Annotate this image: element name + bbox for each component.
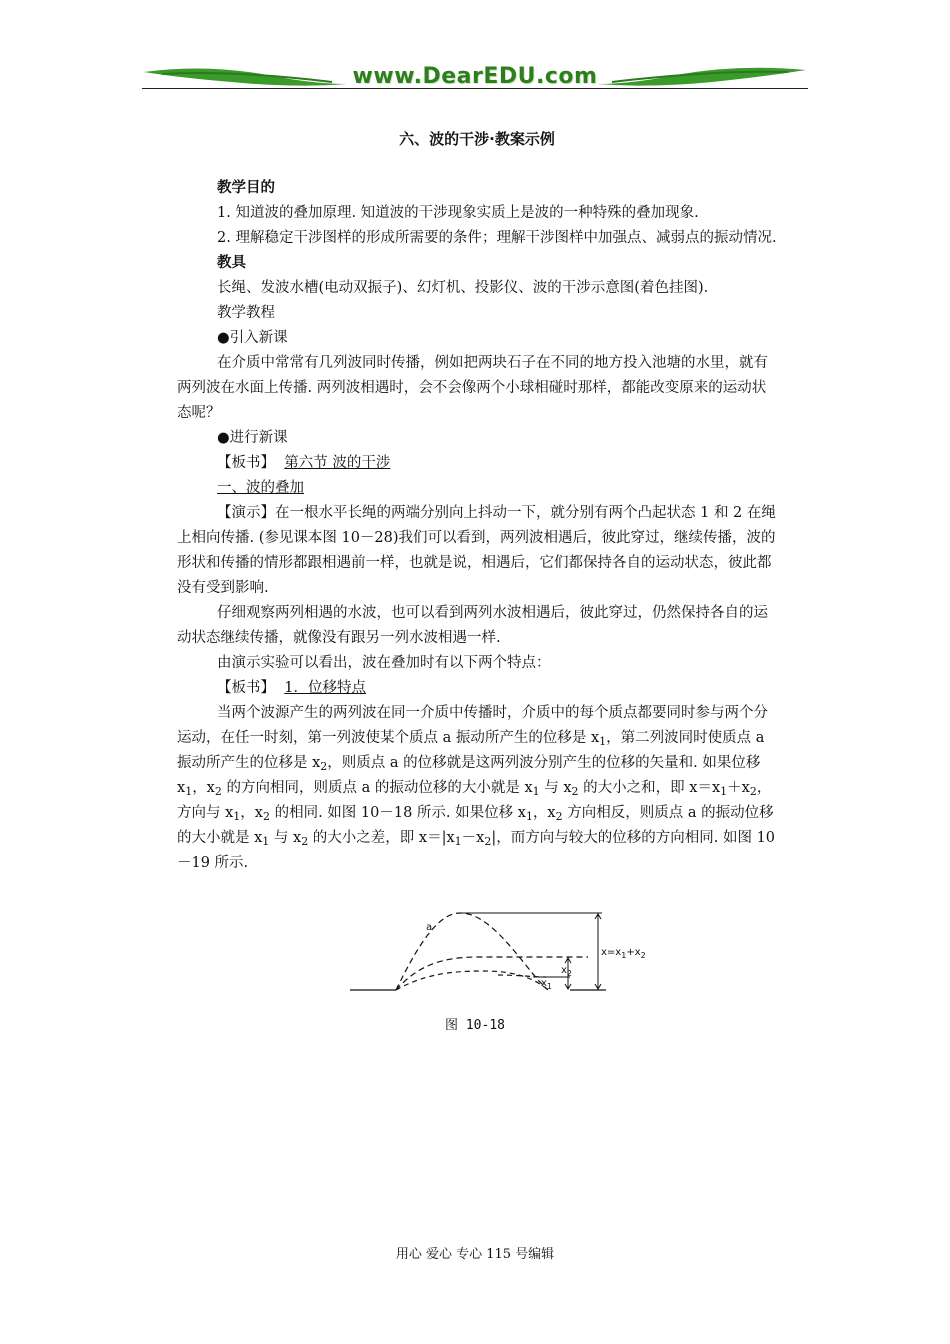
displacement-paragraph: 当两个波源产生的两列波在同一介质中传播时，介质中的每个质点都要同时参与两个分运动，在任一时刻，第一列波使某个质点 a 振动所产生的位移是 $x_1$，第二列波同时使质点 a 振动所产生的位移是 $x_2$，则质点 a 的位移就是这两列波分别产生的位移的矢量和. 如果位移 $x_1$，$x_2$ 的方向相同，则质点 a 的振动位移的大小就是 $x_1$ 与 $x_2$ 的大小之和，即 $x=x_1+x_2$，方向与 $x_1$，$x_2$ 的相同. 如图 10－18 所示. 如果位移 $x_1$，$x_2$ 方向相反，则质点 a 的振动位移的大小就是 $x_1$ 与 $x_2$ 的大小之差，即 $x=|x_1-x_2|$，而方向与较大的位移的方向相同. 如图 10－19 所示.: [177, 705, 776, 871]
process-label: 教学教程: [217, 305, 275, 321]
intro-heading: ●引入新课: [217, 330, 288, 346]
board-note-2: [177, 676, 777, 701]
board-note-1: [177, 451, 777, 476]
page-title: 六、波的干涉·教案示例: [399, 130, 555, 148]
tools-text: 长绳、发波水槽(电动双振子)、幻灯机、投影仪、波的干涉示意图(着色挂图).: [217, 280, 709, 296]
subsection-title: 一、波的叠加: [217, 480, 304, 496]
demo-tag: 【演示】: [217, 505, 275, 521]
tools-heading: 教具: [217, 255, 246, 271]
label-x2: $x_2$: [561, 965, 573, 978]
conclusion-line: 由演示实验可以看出，波在叠加时有以下两个特点：: [217, 655, 551, 671]
header-rule: [142, 88, 808, 89]
goal-2: 2. 理解稳定干涉图样的形成所需要的条件；理解干涉图样中加强点、减弱点的振动情况.: [217, 230, 777, 246]
site-logo[interactable]: www.DearEDU.com: [352, 64, 598, 89]
label-x1: $x_1$: [541, 978, 553, 991]
board-note-text-2: 1．位移特点: [284, 680, 366, 696]
goal-1: 1. 知道波的叠加原理. 知道波的干涉现象实质上是波的一种特殊的叠加现象.: [217, 205, 699, 221]
wave-superposition-diagram: [348, 905, 648, 1005]
page-footer: 用心 爱心 专心 115 号编辑: [395, 1247, 555, 1262]
intro-text: 在介质中常常有几列波同时传播，例如把两块石子在不同的地方投入池塘的水里，就有两列波在水面上传播. 两列波相遇时，会不会像两个小球相碰时那样，都能改变原来的运动状态呢？: [177, 355, 768, 421]
demo-text: 在一根水平长绳的两端分别向上抖动一下，就分别有两个凸起状态 1 和 2 在绳上相向传播. (参见课本图 10－28)我们可以看到，两列波相遇后，彼此穿过，继续传播，波的形状和传播的情形都跟相遇前一样，也就是说，相遇后，它们都保持各自的运动状态，彼此都没有受到影响.: [177, 505, 776, 596]
observation-paragraph: 仔细观察两列相遇的水波，也可以看到两列水波相遇后，彼此穿过，仍然保持各自的运动状态继续传播，就像没有跟另一列水波相遇一样.: [177, 605, 768, 646]
new-lesson-heading: ●进行新课: [217, 430, 288, 446]
figure-caption: 图 10-18: [445, 1018, 505, 1033]
board-note-text: 第六节 波的干涉: [284, 455, 391, 471]
subsection-heading: [177, 476, 777, 501]
board-tag: 【板书】: [217, 455, 275, 471]
board-tag-2: 【板书】: [217, 680, 275, 696]
label-sum: $x=x_1+x_2$: [601, 947, 646, 960]
figure-10-18: [348, 905, 648, 1005]
document-body: [177, 127, 777, 876]
demo-paragraph: [177, 501, 777, 601]
label-a: a: [426, 922, 433, 933]
goals-heading: 教学目的: [217, 180, 275, 196]
